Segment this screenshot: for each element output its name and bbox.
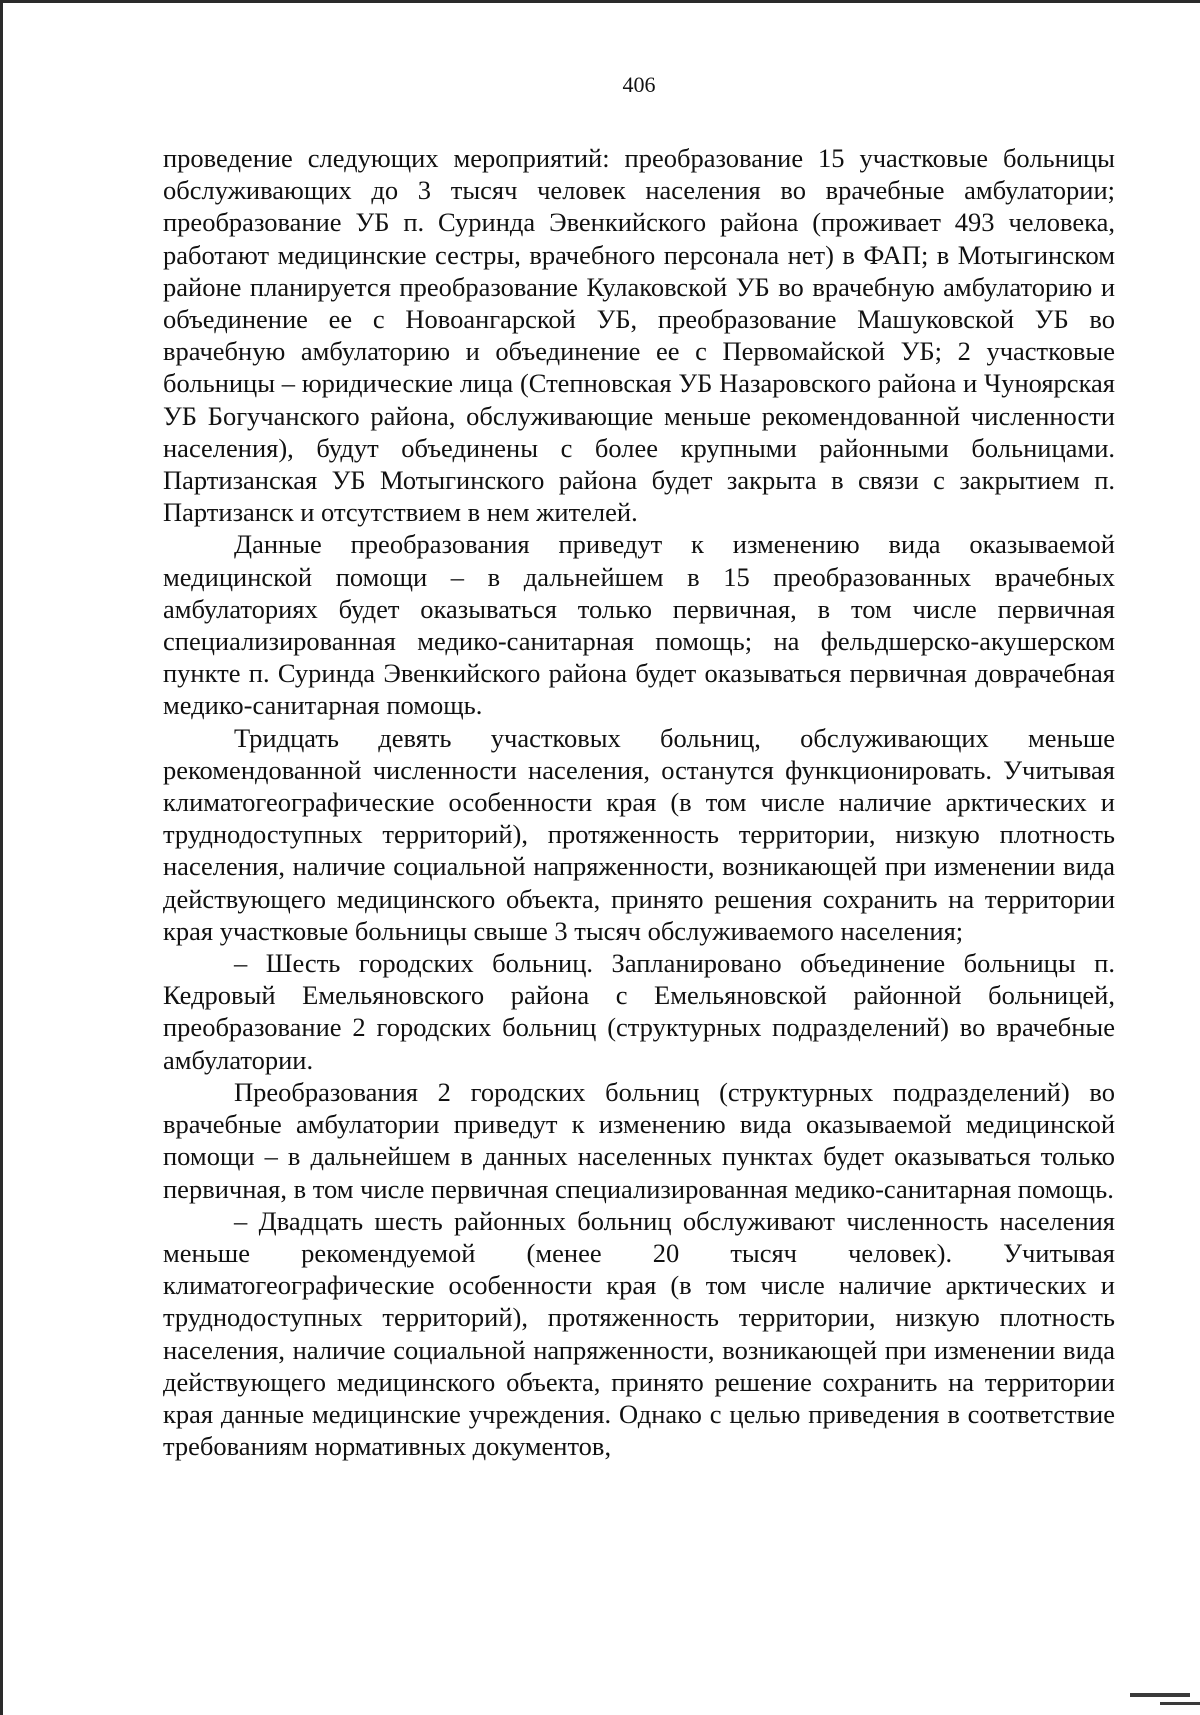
paragraph-6: – Двадцать шесть районных больниц обслуживают численность населения меньше рекомендуемой (менее 20 тысяч человек). Учитывая климатогеографические особенности края (в том числе наличие арктических и труднодоступных территорий), протяженность территории, низкую плотность населения, наличие социальной напряженности, возникающей при изменении вида действующего медицинского объекта, принято решение сохранить на территории края данные медицинские учреждения. Однако с целью приведения в соответствие требованиям нормативных документов, (163, 1205, 1115, 1462)
paragraph-2: Данные преобразования приведут к изменению вида оказываемой медицинской помощи – в дальнейшем в 15 преобразованных врачебных амбулаториях будет оказываться только первичная, в том числе первичная специализированная медико-санитарная помощь; на фельдшерско-акушерском пункте п. Суринда Эвенкийского района будет оказываться первичная доврачебная медико-санитарная помощь. (163, 529, 1115, 721)
scan-border-top (0, 0, 1200, 3)
paragraph-3: Тридцать девять участковых больниц, обслуживающих меньше рекомендованной численности населения, останутся функционировать. Учитывая климатогеографические особенности края (в том числе наличие арктических и труднодоступных территорий), протяженность территории, низкую плотность населения, наличие социальной напряженности, возникающей при изменении вида действующего медицинского объекта, принято решения сохранить на территории края участковые больницы свыше 3 тысяч обслуживаемого населения; (163, 722, 1115, 946)
scan-border-left (0, 0, 3, 1715)
page-number: 406 (622, 72, 656, 97)
scan-artifact-mark (1160, 1702, 1200, 1705)
scan-artifact-mark (1130, 1693, 1190, 1697)
document-page (163, 70, 1115, 1462)
paragraph-1: проведение следующих мероприятий: преобразование 15 участковые больницы обслуживающих до 3 тысяч человек населения во врачебные амбулатории; преобразование УБ п. Суринда Эвенкийского района (проживает 493 человека, работают медицинские сестры, врачебного персонала нет) в ФАП; в Мотыгинском районе планируется преобразование Кулаковской УБ во врачебную амбулаторию и объединение ее с Новоангарской УБ, преобразование Машуковской УБ во врачебную амбулаторию и объединение ее с Первомайской УБ; 2 участковые больницы – юридические лица (Степновская УБ Назаровского района и Чуноярская УБ Богучанского района, обслуживающие меньше рекомендованной численности населения), будут объединены с более крупными районными больницами. Партизанская УБ Мотыгинского района будет закрыта в связи с закрытием п. Партизанск и отсутствием в нем жителей. (163, 143, 1115, 528)
paragraph-4: – Шесть городских больниц. Запланировано объединение больницы п. Кедровый Емельяновского района с Емельяновской районной больницей, преобразование 2 городских больниц (структурных подразделений) во врачебные амбулатории. (163, 948, 1115, 1075)
paragraph-5: Преобразования 2 городских больниц (структурных подразделений) во врачебные амбулатории приведут к изменению вида оказываемой медицинской помощи – в дальнейшем в данных населенных пунктах будет оказываться только первичная, в том числе первичная специализированная медико-санитарная помощь. (163, 1076, 1115, 1204)
